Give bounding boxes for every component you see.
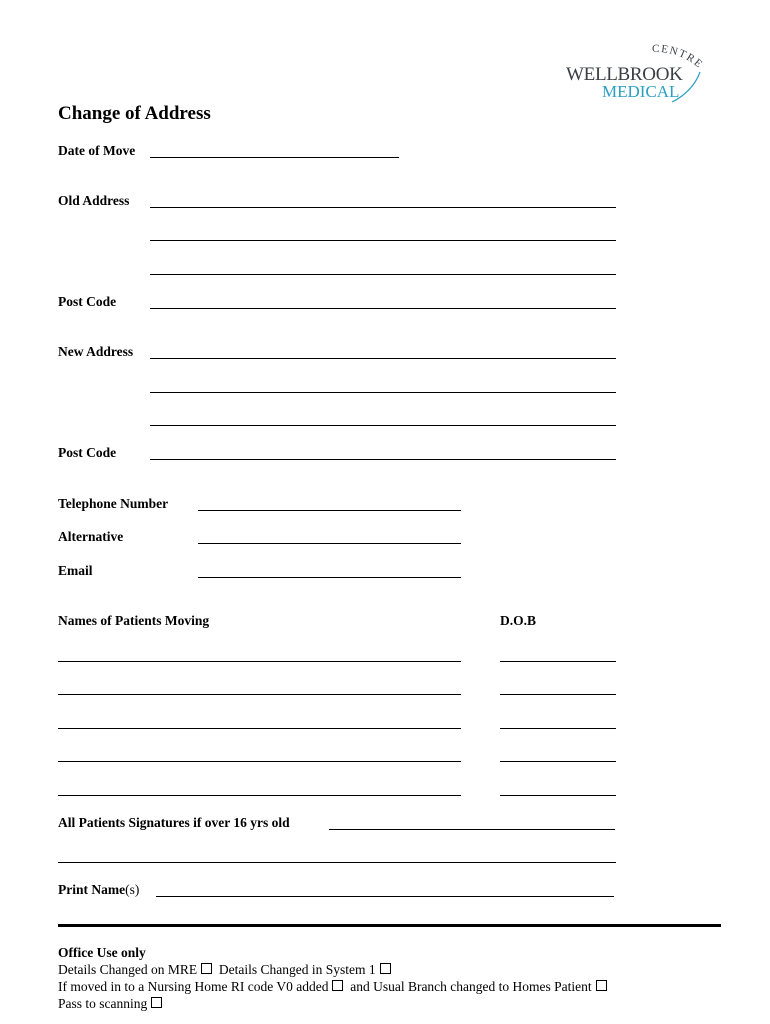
print-name-label — [58, 882, 139, 898]
office-nursing-home-text: If moved in to a Nursing Home RI code V0 added — [58, 979, 329, 994]
date-of-move-field[interactable] — [150, 157, 399, 158]
patient-name-field-3[interactable] — [58, 728, 461, 729]
new-address-label: New Address — [58, 344, 134, 359]
page-title: Change of Address — [58, 103, 211, 124]
email-field[interactable] — [198, 577, 461, 578]
logo-graphic — [560, 42, 720, 107]
patient-dob-field-4[interactable] — [500, 761, 616, 762]
signatures-field-1[interactable] — [329, 829, 615, 830]
office-use-heading: Office Use only — [58, 945, 146, 960]
new-address-line-2[interactable] — [150, 392, 616, 393]
patients-dob-header: D.O.B — [500, 613, 537, 628]
telephone-label: Telephone Number — [58, 496, 169, 511]
old-address-line-2[interactable] — [150, 240, 616, 241]
email-label: Email — [58, 563, 93, 578]
usual-branch-checkbox[interactable] — [596, 980, 607, 991]
office-line-1 — [58, 962, 391, 978]
patient-name-field-2[interactable] — [58, 694, 461, 695]
patients-names-header: Names of Patients Moving — [58, 613, 210, 628]
office-line-2 — [58, 979, 607, 995]
signatures-field-2[interactable] — [58, 862, 616, 863]
old-post-code-field[interactable] — [150, 308, 616, 309]
alternative-field[interactable] — [198, 543, 461, 544]
patient-name-field-4[interactable] — [58, 761, 461, 762]
section-divider — [58, 924, 721, 927]
office-mre-text: Details Changed on MRE — [58, 962, 198, 977]
scanning-checkbox[interactable] — [151, 997, 162, 1008]
patient-dob-field-3[interactable] — [500, 728, 616, 729]
print-name-suffix: (s) — [125, 882, 140, 897]
logo-line1: WELLBROOK — [566, 64, 683, 85]
alternative-label: Alternative — [58, 529, 124, 544]
logo-arc-text: CENTRE — [651, 42, 706, 72]
patient-name-field-5[interactable] — [58, 795, 461, 796]
nursing-home-checkbox[interactable] — [332, 980, 343, 991]
patient-dob-field-5[interactable] — [500, 795, 616, 796]
old-address-label: Old Address — [58, 193, 130, 208]
mre-checkbox[interactable] — [201, 963, 212, 974]
old-address-line-3[interactable] — [150, 274, 616, 275]
office-scanning-text: Pass to scanning — [58, 996, 148, 1011]
print-name-label-text: Print Name — [58, 882, 126, 897]
office-usual-branch-text: and Usual Branch changed to Homes Patient — [350, 979, 592, 994]
office-line-3 — [58, 996, 162, 1012]
date-of-move-label: Date of Move — [58, 143, 136, 158]
patient-dob-field-2[interactable] — [500, 694, 616, 695]
old-post-code-label: Post Code — [58, 294, 117, 309]
telephone-field[interactable] — [198, 510, 461, 511]
new-post-code-field[interactable] — [150, 459, 616, 460]
signatures-label: All Patients Signatures if over 16 yrs old — [58, 815, 290, 830]
new-address-line-1[interactable] — [150, 358, 616, 359]
patient-name-field-1[interactable] — [58, 661, 461, 662]
print-name-field[interactable] — [156, 896, 614, 897]
wellbrook-medical-logo — [560, 42, 720, 107]
patient-dob-field-1[interactable] — [500, 661, 616, 662]
logo-line2: MEDICAL — [602, 82, 680, 101]
office-system1-text: Details Changed in System 1 — [218, 962, 376, 977]
new-address-line-3[interactable] — [150, 425, 616, 426]
old-address-line-1[interactable] — [150, 207, 616, 208]
system1-checkbox[interactable] — [380, 963, 391, 974]
new-post-code-label: Post Code — [58, 445, 117, 460]
